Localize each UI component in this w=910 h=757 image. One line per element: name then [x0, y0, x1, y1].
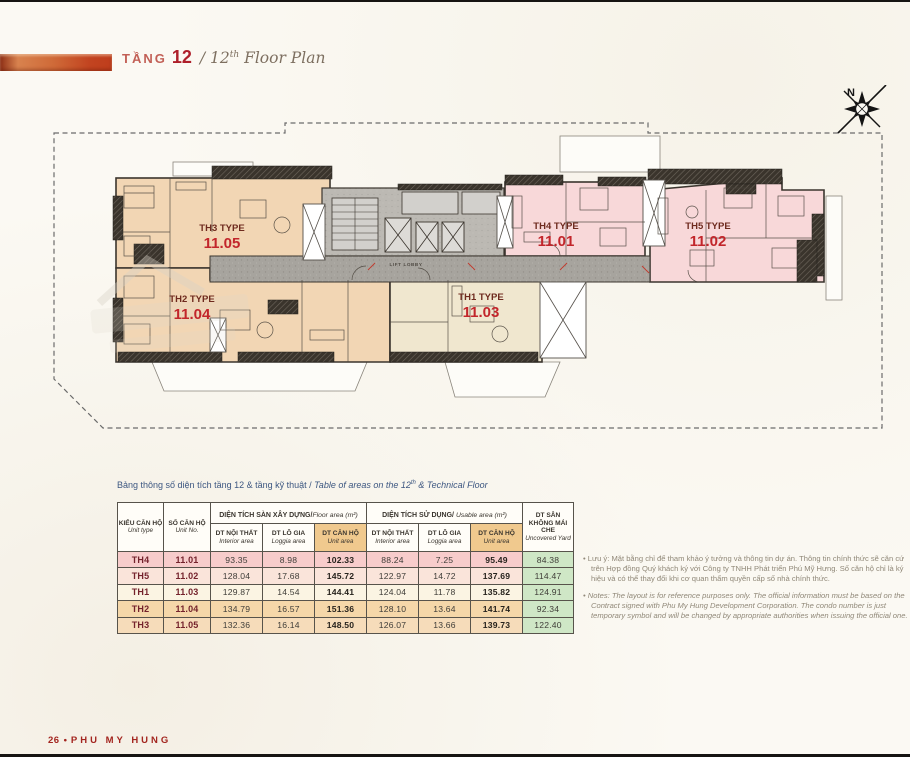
unit-label-th1-number: 11.03 — [462, 304, 500, 321]
floor-plan-image — [0, 85, 910, 445]
cell-usable-interior: 124.04 — [367, 584, 419, 600]
cell-unit-no: 11.04 — [164, 601, 211, 617]
cell-floor-loggia: 8.98 — [263, 552, 315, 568]
cell-usable-loggia: 7.25 — [419, 552, 471, 568]
elevator-shafts — [385, 218, 464, 252]
cell-usable-interior: 128.10 — [367, 601, 419, 617]
cell-floor-loggia: 16.14 — [263, 617, 315, 633]
cell-floor-unit: 102.33 — [315, 552, 367, 568]
col-header-unit-type: KIỂU CĂN HỘ Unit type — [118, 503, 164, 552]
cell-yard: 114.47 — [523, 568, 574, 584]
cell-yard: 84.38 — [523, 552, 574, 568]
cell-floor-unit: 145.72 — [315, 568, 367, 584]
areas-table — [117, 502, 574, 634]
cell-unit-type: TH2 — [118, 601, 164, 617]
floor-label-vn: TẦNG — [122, 51, 167, 66]
unit-label-th3-number: 11.05 — [203, 235, 241, 252]
page-footer — [48, 735, 171, 746]
col-header-unit-no: SỐ CĂN HỘ Unit No. — [164, 503, 211, 552]
unit-th4-area — [505, 182, 645, 256]
cell-unit-no: 11.01 — [164, 552, 211, 568]
table-row — [118, 552, 574, 568]
cell-floor-interior: 93.35 — [211, 552, 263, 568]
page-title — [122, 47, 325, 68]
cell-floor-unit: 148.50 — [315, 617, 367, 633]
cell-unit-type: TH3 — [118, 617, 164, 633]
col-header-floor-loggia: DT LÔ GIA Loggia area — [263, 524, 315, 552]
unit-label-th4-type: TH4 TYPE — [533, 221, 579, 232]
cell-floor-loggia: 17.68 — [263, 568, 315, 584]
unit-label-th2-type: TH2 TYPE — [169, 294, 215, 305]
cell-usable-interior: 126.07 — [367, 617, 419, 633]
cell-unit-no: 11.03 — [164, 584, 211, 600]
page-edge-top — [0, 0, 910, 2]
cell-floor-interior: 129.87 — [211, 584, 263, 600]
cell-floor-unit: 151.36 — [315, 601, 367, 617]
cell-floor-interior: 132.36 — [211, 617, 263, 633]
table-row — [118, 568, 574, 584]
cell-usable-unit: 135.82 — [471, 584, 523, 600]
unit-label-th4-number: 11.01 — [537, 233, 575, 250]
cell-floor-unit: 144.41 — [315, 584, 367, 600]
cell-floor-interior: 128.04 — [211, 568, 263, 584]
cell-floor-loggia: 14.54 — [263, 584, 315, 600]
floor-number: 12 — [171, 47, 192, 67]
col-group-floor-area: DIỆN TÍCH SÀN XÂY DỰNG/Floor area (m²) — [211, 503, 367, 524]
cell-unit-type: TH4 — [118, 552, 164, 568]
cell-usable-loggia: 13.64 — [419, 601, 471, 617]
table-row — [118, 584, 574, 600]
unit-label-th5-number: 11.02 — [689, 233, 727, 250]
footer-separator: • — [63, 735, 67, 746]
cell-floor-interior: 134.79 — [211, 601, 263, 617]
cell-usable-loggia: 13.66 — [419, 617, 471, 633]
header-accent-bar — [0, 54, 112, 71]
col-group-usable-area: DIỆN TÍCH SỬ DỤNG/ Usable area (m²) — [367, 503, 523, 524]
cell-usable-unit: 141.74 — [471, 601, 523, 617]
page-number: 26 — [48, 735, 60, 746]
col-header-usable-interior: DT NỘI THẤT Interior area — [367, 524, 419, 552]
unit-label-th2-number: 11.04 — [173, 306, 211, 323]
note-english: • Notes: The layout is for reference purposes only. The official information must be based on the Contract signed with Phu My Hung Development Corporation. The condo number is just temporary symbol and will be changed by appropriate authorities when issuing the official one. — [583, 590, 908, 620]
floor-label-en: / 12th Floor Plan — [199, 49, 326, 67]
cell-yard: 122.40 — [523, 617, 574, 633]
unit-label-th3-type: TH3 TYPE — [199, 223, 245, 234]
brand-name: PHU MY HUNG — [70, 735, 172, 746]
cell-yard: 92.34 — [523, 601, 574, 617]
cell-usable-unit: 139.73 — [471, 617, 523, 633]
compass-north-label: N — [847, 87, 855, 99]
cell-usable-unit: 137.69 — [471, 568, 523, 584]
cell-unit-no: 11.02 — [164, 568, 211, 584]
note-vietnamese: • Lưu ý: Mặt bằng chỉ để tham khảo ý tưởng và thông tin dự án. Thông tin chính thức sẽ căn cứ trên Hợp đồng Quý khách ký với Công ty TNHH Phát triển Phú Mỹ Hưng. Số căn hộ chỉ là ký hiệu và có thể thay đổi khi cơ quan thẩm quyền cấp số nhà chính thức. — [583, 554, 905, 584]
cell-unit-type: TH5 — [118, 568, 164, 584]
compass-icon — [838, 85, 886, 133]
col-header-yard: DT SÂN KHÔNG MÁI CHE Uncovered Yard — [523, 503, 574, 552]
service-core — [322, 188, 504, 256]
cell-floor-loggia: 16.57 — [263, 601, 315, 617]
col-header-usable-loggia: DT LÔ GIA Loggia area — [419, 524, 471, 552]
cell-usable-unit: 95.49 — [471, 552, 523, 568]
col-header-floor-interior: DT NỘI THẤT Interior area — [211, 524, 263, 552]
cell-unit-no: 11.05 — [164, 617, 211, 633]
cell-usable-loggia: 11.78 — [419, 584, 471, 600]
unit-label-th1-type: TH1 TYPE — [458, 292, 504, 303]
cell-usable-interior: 122.97 — [367, 568, 419, 584]
col-header-usable-unit: DT CĂN HỘ Unit area — [471, 524, 523, 552]
table-row — [118, 601, 574, 617]
unit-label-th5-type: TH5 TYPE — [685, 221, 731, 232]
lift-lobby-label: LIFT LOBBY — [389, 262, 423, 267]
cell-unit-type: TH1 — [118, 584, 164, 600]
cell-yard: 124.91 — [523, 584, 574, 600]
cell-usable-loggia: 14.72 — [419, 568, 471, 584]
notes-block — [583, 554, 909, 627]
areas-table-caption: Bảng thông số diện tích tầng 12 & tầng kỹ thuật / Table of areas on the 12th & Technical Floor — [117, 480, 488, 490]
cell-usable-interior: 88.24 — [367, 552, 419, 568]
col-header-floor-unit: DT CĂN HỘ Unit area — [315, 524, 367, 552]
table-row — [118, 617, 574, 633]
